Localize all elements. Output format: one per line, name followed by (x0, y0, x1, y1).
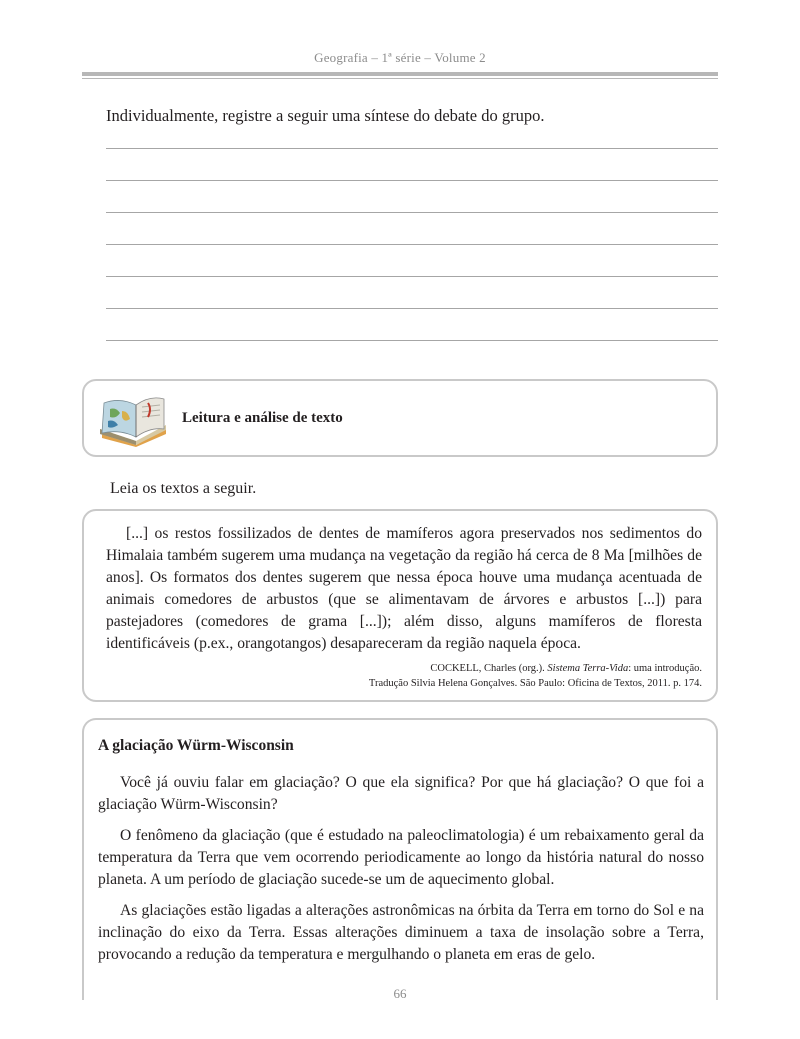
section-body (98, 772, 704, 975)
section-box (82, 718, 718, 1000)
section-paragraph: O fenômeno da glaciação (que é estudado na paleoclimatologia) é um rebaixamento geral da temperatura da Terra que vem ocorrendo periodicamente ao longo da história natural do nosso planeta. A um período de glaciação sucede-se um de aquecimento global. (98, 827, 704, 888)
writing-line (106, 276, 718, 277)
citation-author: COCKELL, Charles (org.). (430, 663, 545, 674)
section-heading: A glaciação Würm-Wisconsin (98, 737, 294, 754)
writing-line (106, 212, 718, 213)
instruction-text: Leia os textos a seguir. (110, 480, 257, 497)
section-paragraph: As glaciações estão ligadas a alterações astronômicas na órbita da Terra em torno do Sol e na inclinação do eixo da Terra. Essas alterações diminuem a taxa de insolação sobre a Terra, provocando a redução da temperatura e mergulhando o planeta em eras de gelo. (98, 902, 704, 963)
citation-line-1 (369, 661, 702, 676)
header-rule-thin (82, 78, 718, 79)
writing-line (106, 308, 718, 309)
writing-line (106, 340, 718, 341)
citation (369, 661, 702, 691)
header-rule (82, 72, 718, 76)
citation-subtitle: : uma introdução. (628, 663, 702, 674)
activity-prompt: Individualmente, registre a seguir uma síntese do debate do grupo. (106, 106, 545, 125)
running-header: Geografia – 1ª série – Volume 2 (314, 50, 486, 65)
quote-text (106, 523, 702, 655)
citation-title: Sistema Terra-Vida (547, 663, 629, 674)
quote-box (82, 509, 718, 702)
reading-section-title: Leitura e análise de texto (182, 410, 343, 426)
citation-line-2: Tradução Silvia Helena Gonçalves. São Paulo: Oficina de Textos, 2011. p. 174. (368, 678, 702, 689)
writing-line (106, 180, 718, 181)
writing-line (106, 244, 718, 245)
quote-paragraph: [...] os restos fossilizados de dentes de mamíferos agora preservados nos sedimentos do Himalaia também sugerem uma mudança na vegetação da região há cerca de 8 Ma [milhões de anos]. Os formatos dos dentes sugerem que nessa época houve uma mudança acentuada de animais comedores de arbustos (que se alimentavam de árvores e arbustos [...]) para pastejadores (comedores de grama [...]); além disso, alguns mamíferos de floresta identificáveis (p.ex., orangotangos) desapareceram da região naquela época. (106, 525, 702, 652)
writing-line (106, 148, 718, 149)
reading-section-box (82, 379, 718, 457)
open-book-icon (96, 389, 168, 447)
page-number: 66 (393, 986, 407, 1001)
section-paragraph: Você já ouviu falar em glaciação? O que ela significa? Por que há glaciação? O que foi a glaciação Würm-Wisconsin? (98, 774, 704, 813)
